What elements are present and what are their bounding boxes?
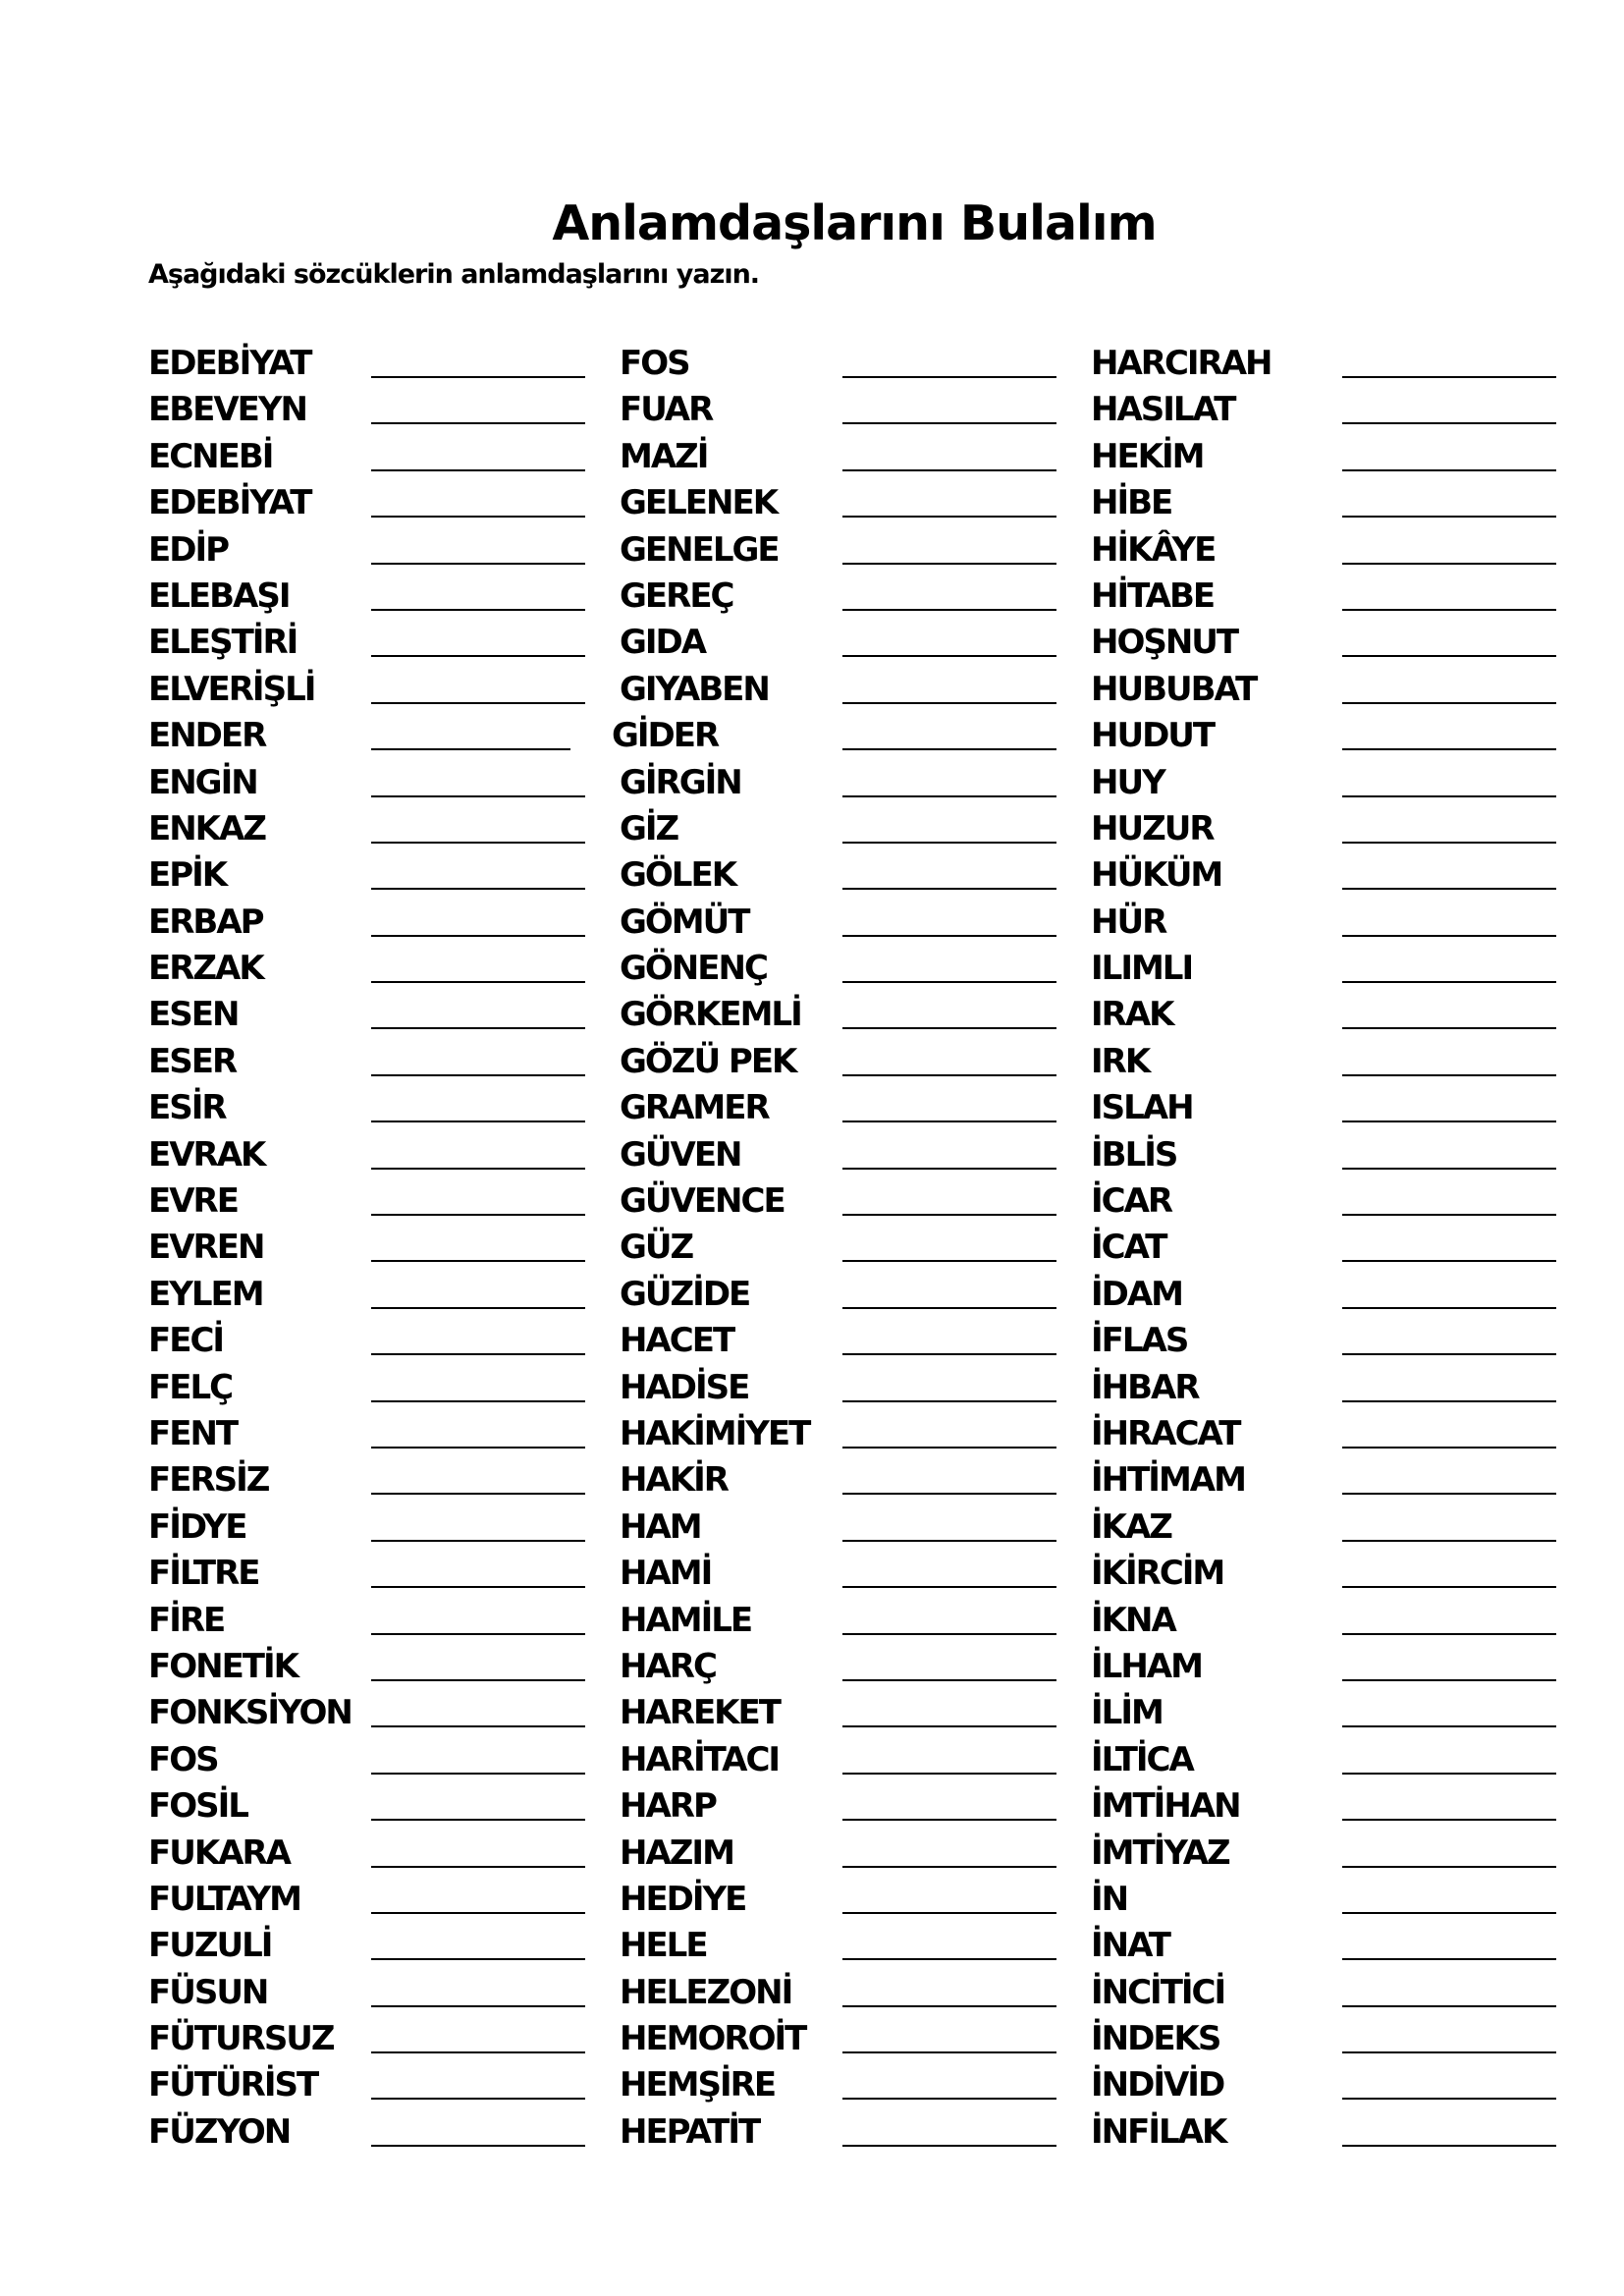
word-label: HUY bbox=[1091, 762, 1164, 802]
answer-blank[interactable] bbox=[842, 376, 1056, 378]
word-label: HOŞNUT bbox=[1091, 623, 1238, 663]
word-label: HAMİ bbox=[620, 1554, 712, 1594]
word-label: GİRGİN bbox=[620, 762, 741, 802]
word-label: HEPATİT bbox=[620, 2111, 760, 2152]
answer-blank[interactable] bbox=[1342, 1679, 1556, 1681]
word-label: GİDER bbox=[612, 716, 719, 756]
answer-blank[interactable] bbox=[842, 422, 1056, 424]
answer-blank[interactable] bbox=[1342, 1121, 1556, 1122]
word-label: FÜTÜRİST bbox=[148, 2065, 318, 2105]
word-label: İDAM bbox=[1091, 1274, 1183, 1314]
word-label: HAM bbox=[620, 1506, 701, 1547]
answer-blank[interactable] bbox=[371, 609, 585, 611]
word-label: İLHAM bbox=[1091, 1646, 1202, 1686]
word-label: ERBAP bbox=[148, 902, 263, 942]
answer-blank[interactable] bbox=[842, 2145, 1056, 2147]
answer-blank[interactable] bbox=[1342, 2051, 1556, 2053]
word-label: FENT bbox=[148, 1413, 238, 1453]
word-label: İCAT bbox=[1091, 1228, 1166, 1268]
word-label: HAKİMİYET bbox=[620, 1413, 810, 1453]
answer-blank[interactable] bbox=[371, 1027, 585, 1029]
word-label: ESEN bbox=[148, 995, 239, 1035]
answer-blank[interactable] bbox=[842, 1725, 1056, 1727]
word-label: ENDER bbox=[148, 716, 266, 756]
answer-blank[interactable] bbox=[371, 1773, 585, 1775]
answer-blank[interactable] bbox=[842, 1027, 1056, 1029]
answer-blank[interactable] bbox=[842, 1214, 1056, 1216]
answer-blank[interactable] bbox=[371, 2005, 585, 2007]
word-label: FÜTURSUZ bbox=[148, 2019, 334, 2059]
word-label: İBLİS bbox=[1091, 1134, 1177, 1175]
answer-blank[interactable] bbox=[371, 1260, 585, 1262]
answer-blank[interactable] bbox=[1342, 888, 1556, 890]
answer-blank[interactable] bbox=[1342, 2098, 1556, 2100]
word-label: HAMİLE bbox=[620, 1600, 752, 1640]
answer-blank[interactable] bbox=[1342, 935, 1556, 937]
word-label: GİZ bbox=[620, 808, 678, 848]
answer-blank[interactable] bbox=[842, 1866, 1056, 1868]
word-label: ELVERİŞLİ bbox=[148, 669, 315, 709]
word-label: GÜVEN bbox=[620, 1134, 741, 1175]
word-label: FELÇ bbox=[148, 1367, 233, 1407]
answer-blank[interactable] bbox=[371, 2098, 585, 2100]
answer-blank[interactable] bbox=[1342, 795, 1556, 797]
answer-blank[interactable] bbox=[842, 842, 1056, 844]
answer-blank[interactable] bbox=[1342, 1540, 1556, 1542]
word-label: HÜKÜM bbox=[1091, 855, 1222, 896]
answer-blank[interactable] bbox=[371, 1912, 585, 1914]
answer-blank[interactable] bbox=[842, 981, 1056, 983]
answer-blank[interactable] bbox=[371, 1540, 585, 1542]
word-label: İNFİLAK bbox=[1091, 2111, 1226, 2152]
instruction-text: Aşağıdaki sözcüklerin anlamdaşlarını yazın. bbox=[148, 259, 760, 290]
word-label: FUKARA bbox=[148, 1832, 290, 1873]
word-label: GÖNENÇ bbox=[620, 949, 767, 989]
answer-blank[interactable] bbox=[842, 609, 1056, 611]
word-label: FÜZYON bbox=[148, 2111, 291, 2152]
answer-blank[interactable] bbox=[371, 1214, 585, 1216]
answer-blank[interactable] bbox=[842, 888, 1056, 890]
word-label: HÜR bbox=[1091, 902, 1166, 942]
word-label: FUZULİ bbox=[148, 1926, 272, 1966]
word-label: İNDİVİD bbox=[1091, 2065, 1224, 2105]
answer-blank[interactable] bbox=[371, 1586, 585, 1588]
word-label: EYLEM bbox=[148, 1274, 263, 1314]
answer-blank[interactable] bbox=[1342, 1447, 1556, 1449]
word-label: HAKİR bbox=[620, 1460, 728, 1501]
word-label: FİRE bbox=[148, 1600, 225, 1640]
answer-blank[interactable] bbox=[842, 516, 1056, 518]
answer-blank[interactable] bbox=[371, 1447, 585, 1449]
answer-blank[interactable] bbox=[842, 2098, 1056, 2100]
word-label: ILIMLI bbox=[1091, 949, 1193, 989]
word-label: ENKAZ bbox=[148, 808, 265, 848]
answer-blank[interactable] bbox=[1342, 469, 1556, 471]
word-label: EVRAK bbox=[148, 1134, 265, 1175]
word-label: HİBE bbox=[1091, 483, 1172, 523]
word-label: HAZIM bbox=[620, 1832, 733, 1873]
page-title: Anlamdaşlarını Bulalım bbox=[552, 195, 1157, 251]
answer-blank[interactable] bbox=[1342, 1958, 1556, 1960]
word-label: EBEVEYN bbox=[148, 390, 306, 430]
word-label: MAZİ bbox=[620, 436, 708, 476]
answer-blank[interactable] bbox=[842, 655, 1056, 657]
word-label: HARP bbox=[620, 1786, 716, 1827]
answer-blank[interactable] bbox=[1342, 1400, 1556, 1402]
word-label: İCAR bbox=[1091, 1181, 1172, 1222]
word-label: FONETİK bbox=[148, 1646, 298, 1686]
word-label: İLİM bbox=[1091, 1693, 1163, 1733]
word-label: ERZAK bbox=[148, 949, 263, 989]
answer-blank[interactable] bbox=[371, 422, 585, 424]
word-label: GÖRKEMLİ bbox=[620, 995, 801, 1035]
answer-blank[interactable] bbox=[842, 1773, 1056, 1775]
answer-blank[interactable] bbox=[1342, 842, 1556, 844]
answer-blank[interactable] bbox=[371, 376, 585, 378]
word-label: İN bbox=[1091, 1879, 1128, 1919]
word-label: EVRE bbox=[148, 1181, 238, 1222]
answer-blank[interactable] bbox=[842, 935, 1056, 937]
answer-blank[interactable] bbox=[371, 935, 585, 937]
answer-blank[interactable] bbox=[371, 1633, 585, 1635]
word-label: HUZUR bbox=[1091, 808, 1214, 848]
word-label: FECİ bbox=[148, 1321, 224, 1361]
word-label: FULTAYM bbox=[148, 1879, 300, 1919]
answer-blank[interactable] bbox=[1342, 1260, 1556, 1262]
answer-blank[interactable] bbox=[371, 1307, 585, 1309]
word-label: EDEBİYAT bbox=[148, 483, 311, 523]
answer-blank[interactable] bbox=[371, 469, 585, 471]
answer-blank[interactable] bbox=[1342, 1074, 1556, 1076]
answer-blank[interactable] bbox=[842, 1633, 1056, 1635]
answer-blank[interactable] bbox=[371, 1725, 585, 1727]
word-label: FOSİL bbox=[148, 1786, 247, 1827]
word-label: EDEBİYAT bbox=[148, 344, 311, 383]
answer-blank[interactable] bbox=[1342, 702, 1556, 704]
answer-blank[interactable] bbox=[1342, 655, 1556, 657]
word-label: ESİR bbox=[148, 1088, 226, 1128]
answer-blank[interactable] bbox=[1342, 1027, 1556, 1029]
answer-blank[interactable] bbox=[371, 1958, 585, 1960]
answer-blank[interactable] bbox=[371, 1400, 585, 1402]
word-label: HASILAT bbox=[1091, 390, 1235, 430]
answer-blank[interactable] bbox=[1342, 422, 1556, 424]
answer-blank[interactable] bbox=[371, 2051, 585, 2053]
answer-blank[interactable] bbox=[1342, 609, 1556, 611]
word-label: HARÇ bbox=[620, 1646, 716, 1686]
answer-blank[interactable] bbox=[842, 1074, 1056, 1076]
word-label: EPİK bbox=[148, 855, 227, 896]
word-label: GELENEK bbox=[620, 483, 778, 523]
word-label: GÖZÜ PEK bbox=[620, 1041, 796, 1081]
answer-blank[interactable] bbox=[842, 1168, 1056, 1170]
word-label: İKİRCİM bbox=[1091, 1554, 1224, 1594]
answer-blank[interactable] bbox=[371, 563, 585, 565]
word-label: FİLTRE bbox=[148, 1554, 259, 1594]
answer-blank[interactable] bbox=[842, 1493, 1056, 1495]
word-label: HEKİM bbox=[1091, 436, 1204, 476]
answer-blank[interactable] bbox=[1342, 1307, 1556, 1309]
word-label: İKNA bbox=[1091, 1600, 1175, 1640]
word-label: İKAZ bbox=[1091, 1506, 1171, 1547]
word-label: İHRACAT bbox=[1091, 1413, 1240, 1453]
word-label: EDİP bbox=[148, 529, 229, 570]
word-label: HELE bbox=[620, 1926, 707, 1966]
answer-blank[interactable] bbox=[1342, 1493, 1556, 1495]
answer-blank[interactable] bbox=[842, 1260, 1056, 1262]
answer-blank[interactable] bbox=[842, 795, 1056, 797]
answer-blank[interactable] bbox=[842, 1958, 1056, 1960]
word-label: GÜVENCE bbox=[620, 1181, 785, 1222]
word-label: İHTİMAM bbox=[1091, 1460, 1245, 1501]
word-label: FERSİZ bbox=[148, 1460, 269, 1501]
word-label: HAREKET bbox=[620, 1693, 780, 1733]
answer-blank[interactable] bbox=[842, 469, 1056, 471]
answer-blank[interactable] bbox=[371, 655, 585, 657]
answer-blank[interactable] bbox=[1342, 1353, 1556, 1355]
word-label: ISLAH bbox=[1091, 1088, 1193, 1128]
word-label: GÖMÜT bbox=[620, 902, 749, 942]
answer-blank[interactable] bbox=[1342, 748, 1556, 750]
answer-blank[interactable] bbox=[371, 842, 585, 844]
word-label: GENELGE bbox=[620, 529, 779, 570]
answer-blank[interactable] bbox=[842, 1540, 1056, 1542]
answer-blank[interactable] bbox=[371, 1353, 585, 1355]
answer-blank[interactable] bbox=[371, 1679, 585, 1681]
answer-blank[interactable] bbox=[842, 2051, 1056, 2053]
answer-blank[interactable] bbox=[1342, 1214, 1556, 1216]
word-label: EVREN bbox=[148, 1228, 264, 1268]
answer-blank[interactable] bbox=[371, 981, 585, 983]
answer-blank[interactable] bbox=[371, 748, 570, 750]
answer-blank[interactable] bbox=[371, 888, 585, 890]
answer-blank[interactable] bbox=[1342, 1633, 1556, 1635]
answer-blank[interactable] bbox=[1342, 1866, 1556, 1868]
answer-blank[interactable] bbox=[371, 795, 585, 797]
word-label: HARCIRAH bbox=[1091, 344, 1272, 383]
answer-blank[interactable] bbox=[371, 1819, 585, 1821]
word-label: HEMŞİRE bbox=[620, 2065, 776, 2105]
word-label: IRK bbox=[1091, 1041, 1150, 1081]
answer-blank[interactable] bbox=[1342, 563, 1556, 565]
answer-blank[interactable] bbox=[842, 1447, 1056, 1449]
answer-blank[interactable] bbox=[371, 2145, 585, 2147]
answer-blank[interactable] bbox=[371, 1074, 585, 1076]
answer-blank[interactable] bbox=[842, 2005, 1056, 2007]
answer-blank[interactable] bbox=[1342, 1168, 1556, 1170]
word-label: FİDYE bbox=[148, 1506, 246, 1547]
word-label: HARİTACI bbox=[620, 1739, 780, 1779]
answer-blank[interactable] bbox=[1342, 2145, 1556, 2147]
answer-blank[interactable] bbox=[842, 1679, 1056, 1681]
answer-blank[interactable] bbox=[1342, 2005, 1556, 2007]
answer-blank[interactable] bbox=[842, 1121, 1056, 1122]
word-label: HİKÂYE bbox=[1091, 529, 1216, 570]
word-label: GEREÇ bbox=[620, 575, 733, 616]
word-label: İMTİHAN bbox=[1091, 1786, 1240, 1827]
answer-blank[interactable] bbox=[1342, 981, 1556, 983]
answer-blank[interactable] bbox=[1342, 516, 1556, 518]
word-label: IRAK bbox=[1091, 995, 1173, 1035]
word-label: FÜSUN bbox=[148, 1972, 268, 2012]
word-label: GIDA bbox=[620, 623, 706, 663]
word-label: HADİSE bbox=[620, 1367, 749, 1407]
answer-blank[interactable] bbox=[842, 1307, 1056, 1309]
word-label: ELEBAŞI bbox=[148, 575, 290, 616]
answer-blank[interactable] bbox=[1342, 1773, 1556, 1775]
answer-blank[interactable] bbox=[371, 1493, 585, 1495]
answer-blank[interactable] bbox=[1342, 1819, 1556, 1821]
word-label: İLTİCA bbox=[1091, 1739, 1193, 1779]
word-label: ENGİN bbox=[148, 762, 257, 802]
word-label: HELEZONİ bbox=[620, 1972, 792, 2012]
word-label: İHBAR bbox=[1091, 1367, 1199, 1407]
word-label: GÜZ bbox=[620, 1228, 693, 1268]
word-label: FUAR bbox=[620, 390, 713, 430]
answer-blank[interactable] bbox=[1342, 1912, 1556, 1914]
word-label: FONKSİYON bbox=[148, 1693, 352, 1733]
word-label: FOS bbox=[620, 344, 689, 383]
answer-blank[interactable] bbox=[842, 1400, 1056, 1402]
answer-blank[interactable] bbox=[371, 1121, 585, 1122]
word-label: FOS bbox=[148, 1739, 218, 1779]
answer-blank[interactable] bbox=[842, 1819, 1056, 1821]
answer-blank[interactable] bbox=[1342, 1725, 1556, 1727]
word-label: HEMOROİT bbox=[620, 2019, 806, 2059]
word-label: HACET bbox=[620, 1321, 734, 1361]
word-label: İMTİYAZ bbox=[1091, 1832, 1229, 1873]
word-label: İNCİTİCİ bbox=[1091, 1972, 1225, 2012]
word-label: İNAT bbox=[1091, 1926, 1169, 1966]
word-label: HEDİYE bbox=[620, 1879, 746, 1919]
word-label: GÜZİDE bbox=[620, 1274, 750, 1314]
word-label: HUBUBAT bbox=[1091, 669, 1257, 709]
answer-blank[interactable] bbox=[842, 1912, 1056, 1914]
word-label: ECNEBİ bbox=[148, 436, 273, 476]
word-label: HİTABE bbox=[1091, 575, 1215, 616]
word-label: İNDEKS bbox=[1091, 2019, 1220, 2059]
word-label: GIYABEN bbox=[620, 669, 769, 709]
answer-blank[interactable] bbox=[371, 1168, 585, 1170]
answer-blank[interactable] bbox=[842, 702, 1056, 704]
answer-blank[interactable] bbox=[1342, 1586, 1556, 1588]
answer-blank[interactable] bbox=[371, 702, 585, 704]
answer-blank[interactable] bbox=[842, 1586, 1056, 1588]
word-label: HUDUT bbox=[1091, 716, 1215, 756]
answer-blank[interactable] bbox=[842, 563, 1056, 565]
word-label: ESER bbox=[148, 1041, 237, 1081]
answer-blank[interactable] bbox=[842, 748, 1056, 750]
answer-blank[interactable] bbox=[371, 516, 585, 518]
word-label: İFLAS bbox=[1091, 1321, 1188, 1361]
answer-blank[interactable] bbox=[371, 1866, 585, 1868]
answer-blank[interactable] bbox=[842, 1353, 1056, 1355]
word-label: GÖLEK bbox=[620, 855, 736, 896]
word-label: GRAMER bbox=[620, 1088, 769, 1128]
word-label: ELEŞTİRİ bbox=[148, 623, 298, 663]
answer-blank[interactable] bbox=[1342, 376, 1556, 378]
